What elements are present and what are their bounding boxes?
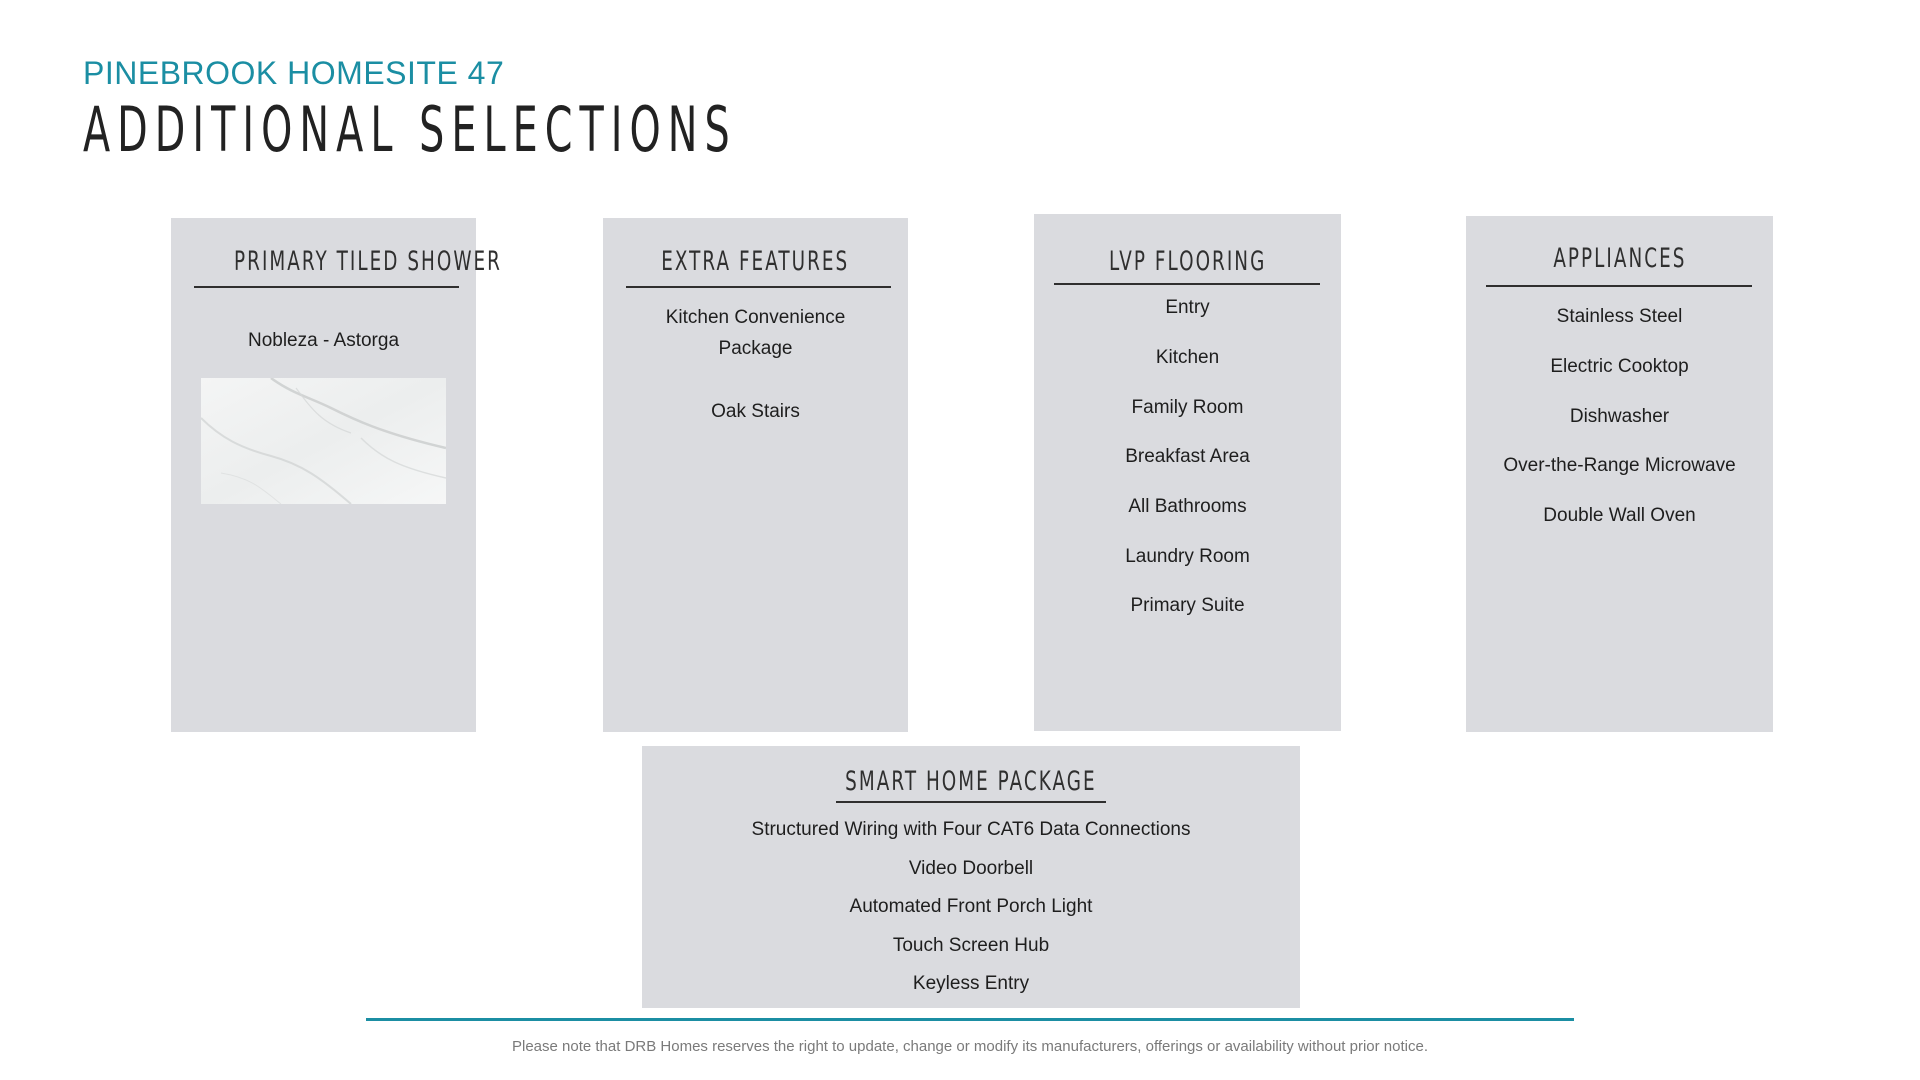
list-item: Nobleza - Astorga [247, 330, 400, 351]
tile-sample-image [201, 378, 446, 504]
footer-divider [366, 1018, 1574, 1021]
card-divider [836, 801, 1106, 803]
list-item: Family Room [1131, 397, 1244, 418]
card-divider [194, 286, 459, 288]
list-item: Over-the-Range Microwave [1503, 455, 1736, 476]
card-heading: PRIMARY TILED SHOWER [234, 246, 502, 277]
list-item: Touch Screen Hub [892, 935, 1050, 956]
list-item: Kitchen [1155, 347, 1220, 368]
card-heading: SMART HOME PACKAGE [845, 766, 1097, 797]
card-heading: APPLIANCES [1552, 243, 1687, 274]
card-heading: EXTRA FEATURES [661, 246, 850, 277]
card-lvp-flooring [1034, 214, 1341, 731]
card-heading: LVP FLOORING [1108, 246, 1267, 277]
card-divider [1054, 283, 1320, 285]
list-item: Oak Stairs [711, 401, 800, 422]
list-item: Keyless Entry [912, 973, 1030, 994]
list-item: Kitchen Convenience [665, 307, 846, 328]
card-divider [626, 286, 891, 288]
list-item: Electric Cooktop [1550, 356, 1689, 377]
list-item: Dishwasher [1569, 406, 1670, 427]
card-divider [1486, 285, 1752, 287]
card-extra-features [603, 218, 908, 732]
card-smart-home-package [642, 746, 1300, 1008]
list-item: Structured Wiring with Four CAT6 Data Connections [751, 819, 1191, 840]
list-item: Entry [1165, 297, 1210, 318]
list-item: Video Doorbell [908, 858, 1034, 879]
list-item: Package [718, 338, 793, 359]
list-item: All Bathrooms [1128, 496, 1247, 517]
page-subtitle: PINEBROOK HOMESITE 47 [83, 55, 505, 91]
card-appliances [1466, 216, 1773, 732]
list-item: Breakfast Area [1125, 446, 1250, 467]
footer-disclaimer: Please note that DRB Homes reserves the right to update, change or modify its manufacturers, offerings or availability without prior notice. [511, 1038, 1428, 1055]
list-item: Primary Suite [1130, 595, 1245, 616]
list-item: Automated Front Porch Light [849, 896, 1093, 917]
card-primary-tiled-shower [171, 218, 502, 732]
page-title: ADDITIONAL SELECTIONS [83, 93, 737, 166]
list-item: Stainless Steel [1556, 306, 1683, 327]
list-item: Laundry Room [1125, 546, 1250, 567]
list-item: Double Wall Oven [1543, 505, 1696, 526]
